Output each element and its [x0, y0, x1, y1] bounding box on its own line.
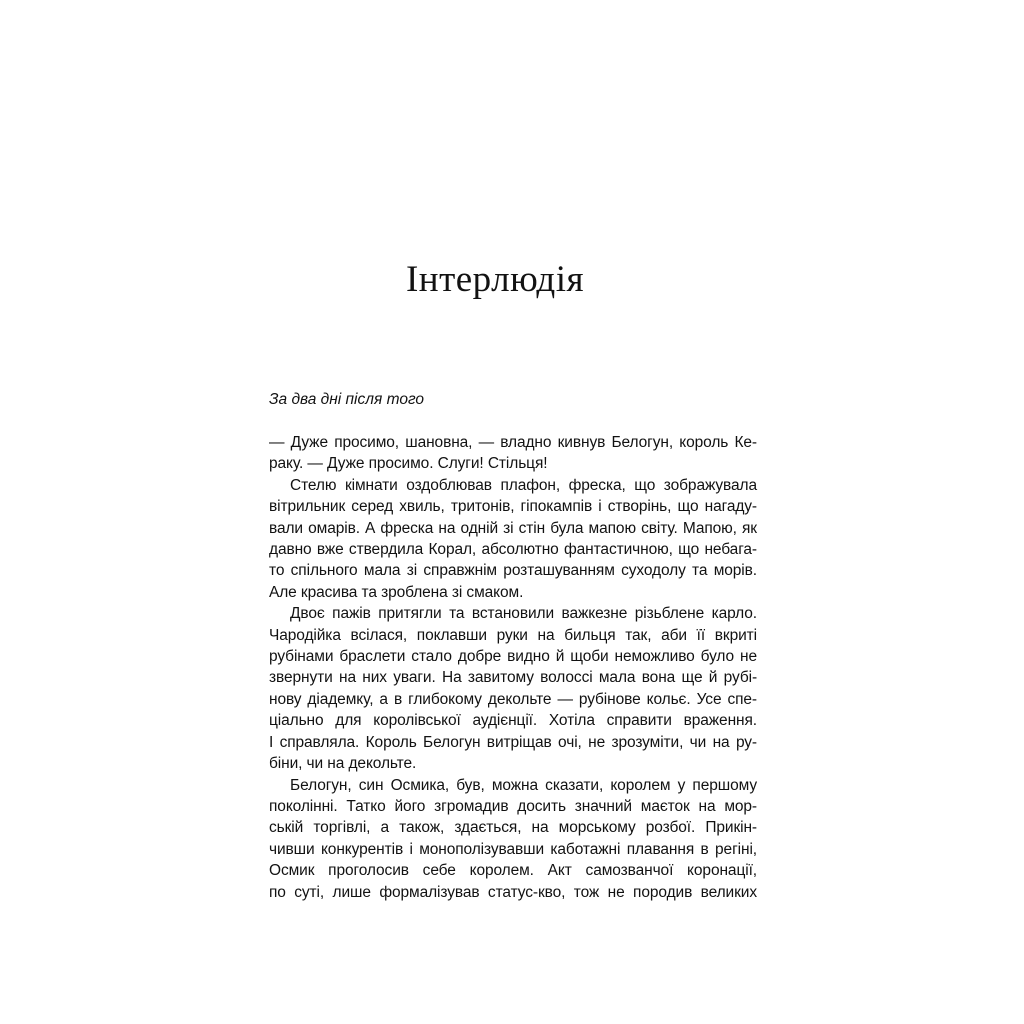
text-line: рубінами браслети стало добре видно й щоби неможливо було не	[269, 648, 757, 666]
text-line: ській торгівлі, а також, здається, на морському розбої. Прикін-	[269, 819, 757, 837]
text-line: чивши конкурентів і монополізувавши каботажні плавання в регіні,	[269, 840, 757, 858]
text-line: І справляла. Король Белогун витріщав очі, не зрозуміти, чи на ру-	[269, 733, 757, 751]
text-line: Стелю кімнати оздоблював плафон, фреска, що зображувала	[290, 476, 757, 494]
text-line: раку. — Дуже просимо. Слуги! Стільця!	[269, 455, 548, 473]
paragraph	[269, 475, 757, 603]
text-line: Чародійка всілася, поклавши руки на бильця так, аби її вкриті	[269, 626, 757, 644]
paragraph	[269, 775, 757, 903]
text-line: — Дуже просимо, шановна, — владно кивнув Белогун, король Ке-	[269, 434, 757, 451]
text-line: біни, чи на декольте.	[269, 755, 417, 773]
paragraph	[269, 432, 757, 475]
text-line: вали омарів. А фреска на одній зі стін була мапою світу. Мапою, як	[269, 519, 757, 537]
body-text	[269, 432, 757, 903]
text-line: вітрильник серед хвиль, тритонів, гіпокампів і створінь, що нагаду-	[269, 498, 757, 516]
text-line: ціально для королівської аудієнції. Хотіла справити враження.	[269, 712, 757, 730]
text-line: то спільного мала зі справжнім розташуванням суходолу та морів.	[269, 562, 757, 580]
text-line: Але красива та зроблена зі смаком.	[269, 583, 524, 601]
text-line: давно вже ствердила Корал, абсолютно фантастичною, що небага-	[269, 541, 757, 559]
text-line: по суті, лише формалізував статус-кво, тож не породив великих	[269, 883, 757, 901]
text-line: Двоє пажів притягли та встановили важкезне різьблене карло.	[290, 605, 757, 623]
text-line: звернути на них уваги. На завитому волоссі мала вона ще й рубі-	[269, 669, 757, 687]
text-line: Осмик проголосив себе королем. Акт самозванчої коронації,	[269, 862, 757, 880]
section-subtitle: За два дні після того	[269, 391, 425, 408]
text-line: нову діадемку, а в глибокому декольте — рубінове кольє. Усе спе-	[269, 690, 757, 708]
text-line: Белогун, син Осмика, був, можна сказати, королем у першому	[290, 776, 757, 794]
text-line: поколінні. Татко його згромадив досить значний маєток на мор-	[269, 797, 757, 815]
chapter-title: Інтерлюдія	[405, 259, 585, 300]
paragraph	[269, 603, 757, 774]
